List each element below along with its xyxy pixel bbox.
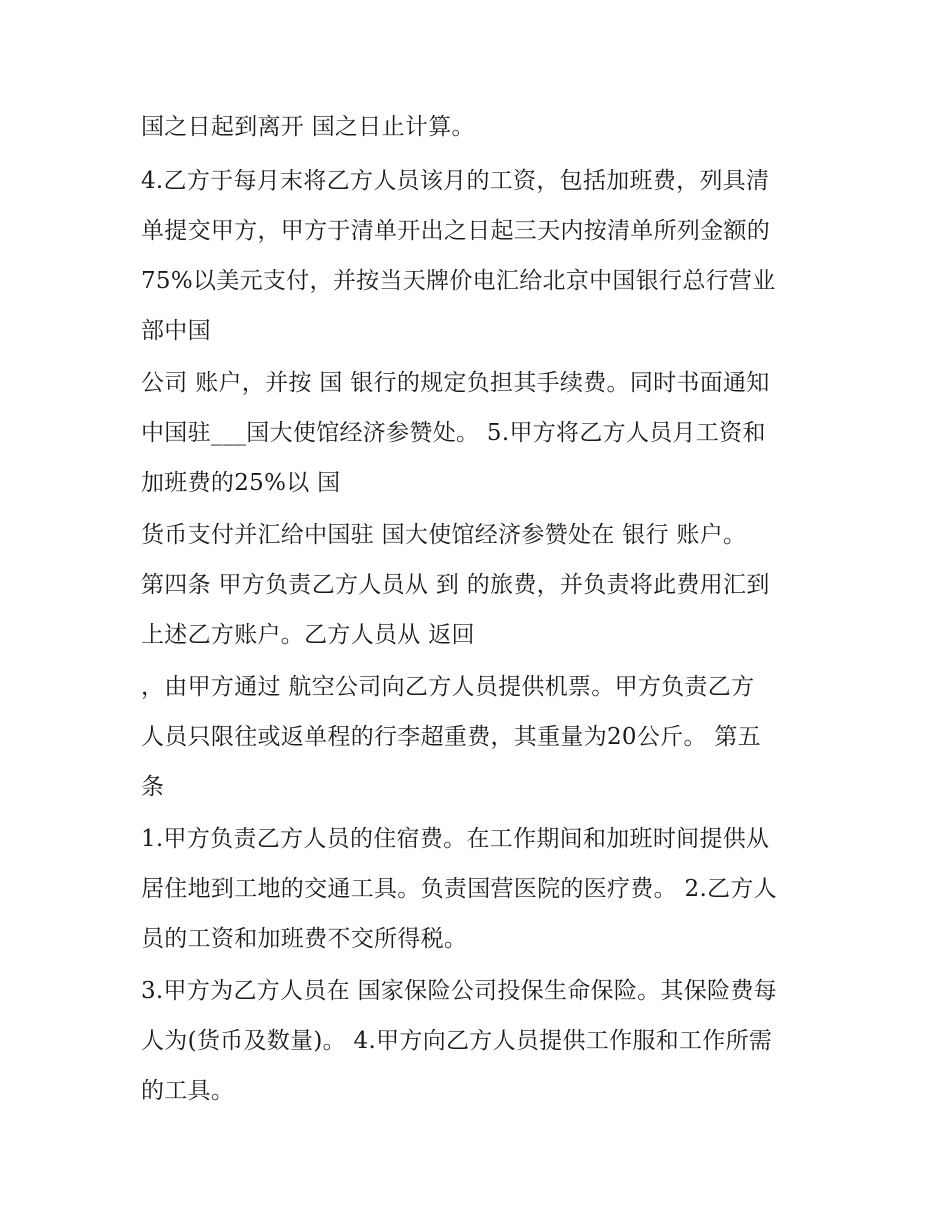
text-line: 人员只限往或返单程的行李超重费，其重量为20公斤。 第五 xyxy=(141,724,761,750)
text-line: 第四条 甲方负责乙方人员从 到 的旅费，并负责将此费用汇到 xyxy=(141,572,770,598)
text-line: 公司 账户，并按 国 银行的规定负担其手续费。同时书面通知 xyxy=(141,370,770,396)
text-line: 员的工资和加班费不交所得税。 xyxy=(141,926,468,952)
text-line: ，由甲方通过 航空公司向乙方人员提供机票。甲方负责乙方 xyxy=(141,674,755,700)
text-line: 上述乙方账户。乙方人员从 返回 xyxy=(141,622,475,648)
text-line: 3.甲方为乙方人员在 国家保险公司投保生命保险。其保险费每 xyxy=(141,978,777,1004)
text-line: 的工具。 xyxy=(141,1078,235,1104)
text-line: 居住地到工地的交通工具。负责国营医院的医疗费。 2.乙方人 xyxy=(141,876,777,902)
text-line: 75%以美元支付，并按当天牌价电汇给北京中国银行总行营业 xyxy=(141,268,776,294)
text-line: 货币支付并汇给中国驻 国大使馆经济参赞处在 银行 账户。 xyxy=(141,522,747,548)
text-line: 部中国 xyxy=(141,318,211,344)
text-line: 条 xyxy=(141,774,165,800)
text-line: 国之日起到离开 国之日止计算。 xyxy=(141,114,475,140)
text-line: 加班费的25%以 国 xyxy=(141,470,341,496)
text-line: 4.乙方于每月末将乙方人员该月的工资，包括加班费，列具清 xyxy=(141,168,770,194)
text-line: 人为(货币及数量)。 4.甲方向乙方人员提供工作服和工作所需 xyxy=(141,1028,773,1054)
text-line: 1.甲方负责乙方人员的住宿费。在工作期间和加班时间提供从 xyxy=(141,826,770,852)
text-line: 单提交甲方，甲方于清单开出之日起三天内按清单所列金额的 xyxy=(141,218,771,244)
text-line: 中国驻___国大使馆经济参赞处。 5.甲方将乙方人员月工资和 xyxy=(141,420,766,446)
